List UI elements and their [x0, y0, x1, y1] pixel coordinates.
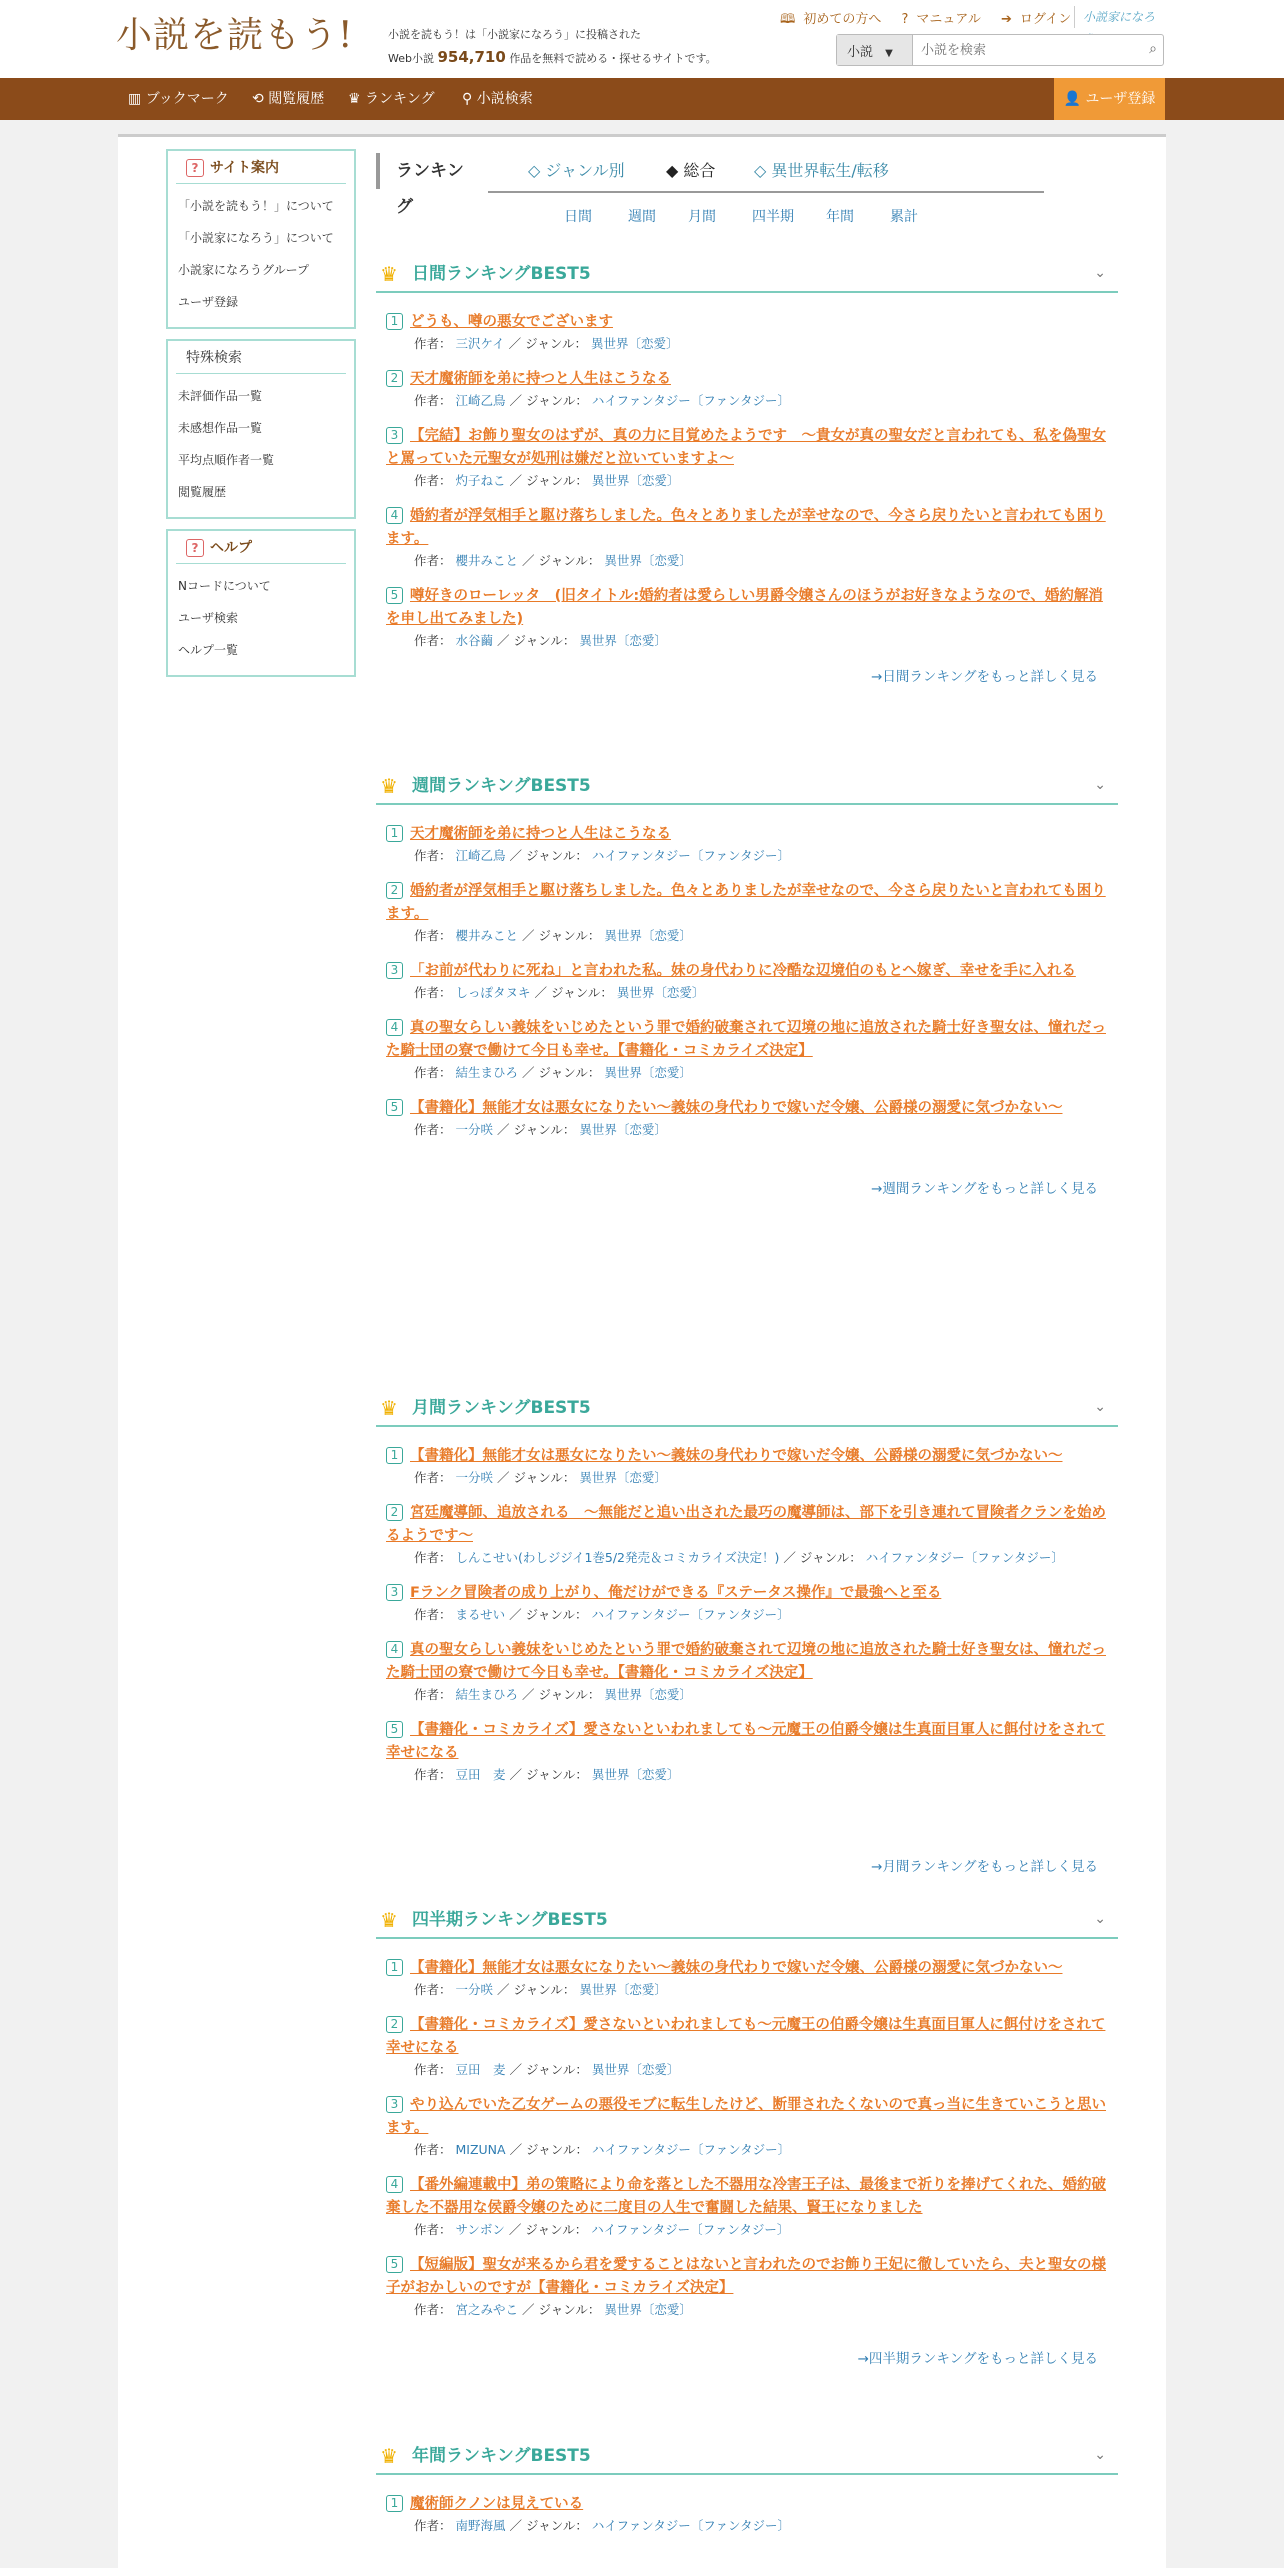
genre-label: ／ ジャンル：: [497, 633, 576, 648]
login-link[interactable]: ➔ ログイン: [1001, 12, 1072, 27]
sidebar-item-group[interactable]: 小説家になろうグループ: [178, 263, 310, 277]
question-icon: ?: [186, 539, 204, 557]
main-content: [118, 134, 1166, 2568]
novel-title-link[interactable]: [386, 2014, 1108, 2060]
yearly-ranking-section: [376, 2437, 1118, 2550]
novel-title-link[interactable]: [386, 585, 1108, 631]
ranking-entry: [386, 1097, 1108, 1140]
period-weekly[interactable]: 週間: [628, 209, 656, 225]
novel-count: 954,710: [437, 48, 506, 66]
author-link[interactable]: 南野海風: [455, 2518, 506, 2533]
novel-title[interactable]: Fランク冒険者の成り上がり、俺だけができる『ステータス操作』で最強へと至る: [410, 1585, 942, 1601]
sidebar-item-average-authors[interactable]: 平均点順作者一覧: [178, 453, 275, 467]
novel-meta: [386, 983, 1108, 1003]
novel-meta: [386, 334, 1108, 354]
genre-label: ／ ジャンル：: [509, 2062, 588, 2077]
ranking-list: [376, 805, 1118, 1140]
rank-number: 3: [386, 1584, 403, 1601]
period-daily[interactable]: 日間: [564, 209, 592, 225]
main-navbar: [0, 78, 1284, 120]
novel-meta: [386, 1548, 1108, 1568]
more-ranking-link[interactable]: →四半期ランキングをもっと詳しく見る: [857, 2351, 1098, 2367]
novel-title-link[interactable]: [386, 823, 1108, 846]
tab-isekai[interactable]: ◇ 異世界転生/転移: [754, 161, 889, 180]
author-link[interactable]: MIZUNA: [455, 2142, 506, 2157]
author-link[interactable]: 江崎乙鳥: [455, 393, 506, 408]
genre-link[interactable]: 異世界〔恋愛〕: [604, 928, 692, 943]
novel-title[interactable]: 【書籍化・コミカライズ】愛さないといわれましても～元魔王の伯爵令嬢は生真面目軍人に餌付けをされて幸せになる: [386, 2017, 1106, 2056]
author-label: 作者：: [414, 1065, 452, 1080]
ranking-list: [376, 1939, 1118, 2320]
ranking-list: [376, 1427, 1118, 1785]
ranking-entry: [386, 311, 1108, 354]
novel-title-link[interactable]: [386, 960, 1108, 983]
section-header[interactable]: [376, 1389, 1118, 1427]
sidebar-item-about-narou[interactable]: 「小説家になろう」について: [178, 231, 334, 245]
sidebar-item-unrated[interactable]: 未評価作品一覧: [178, 389, 263, 403]
novel-title-link[interactable]: [386, 1502, 1108, 1548]
crown-icon: ♛: [380, 2444, 398, 2468]
sidebar-help: [166, 529, 356, 677]
ranking-entry: [386, 1017, 1108, 1083]
rank-number: 4: [386, 1641, 403, 1658]
author-label: 作者：: [414, 553, 452, 568]
novel-title[interactable]: 【番外編連載中】弟の策略により命を落とした不器用な冷害王子は、最後まで祈りを捧げてくれた、婚約破棄した不器用な侯爵令嬢のために二度目の人生で奮闘した結果、賢王になりました: [386, 2177, 1106, 2216]
crown-icon: ♛: [380, 774, 398, 798]
novel-meta: [386, 2516, 1108, 2536]
genre-link[interactable]: ハイファンタジー〔ファンタジー〕: [591, 848, 791, 863]
author-link[interactable]: まるせい: [455, 1607, 506, 1622]
section-title: 週間ランキングBEST5: [412, 776, 591, 796]
ranking-entry: [386, 505, 1108, 571]
sidebar-item-history[interactable]: 閲覧履歴: [178, 485, 227, 499]
rank-number: 5: [386, 1099, 403, 1116]
genre-label: ／ ジャンル：: [508, 2222, 588, 2237]
tab-total[interactable]: ◆ 総合: [666, 161, 716, 180]
ranking-entry: [386, 2493, 1108, 2536]
novel-meta: [386, 2300, 1108, 2320]
novel-title[interactable]: 天才魔術師を弟に持つと人生はこうなる: [410, 371, 671, 387]
novel-meta: [386, 2220, 1108, 2240]
author-link[interactable]: 宮之みやこ: [455, 2302, 519, 2317]
novel-title[interactable]: 天才魔術師を弟に持つと人生はこうなる: [410, 826, 671, 842]
genre-link[interactable]: 異世界〔恋愛〕: [616, 985, 705, 1000]
novel-title[interactable]: 【完結】お飾り聖女のはずが、真の力に目覚めたようです ～貴女が真の聖女だと言われても、私を偽聖女と罵っていた元聖女が処刑は嫌だと泣いていますよ～: [386, 428, 1106, 467]
author-label: 作者：: [414, 848, 452, 863]
genre-link[interactable]: ハイファンタジー〔ファンタジー〕: [591, 1607, 790, 1622]
genre-label: ／ ジャンル：: [534, 985, 613, 1000]
genre-link[interactable]: 異世界〔恋愛〕: [604, 2302, 692, 2317]
genre-label: ／ ジャンル：: [522, 1687, 601, 1702]
period-quarterly[interactable]: 四半期: [752, 209, 794, 225]
crown-icon: ♛: [380, 1908, 398, 1932]
sidebar-guide-title: ? サイト案内: [176, 151, 346, 184]
author-link[interactable]: 水谷繭: [455, 633, 494, 648]
novel-title[interactable]: 【短編版】聖女が来るから君を愛することはないと言われたのでお飾り王妃に徹していたら、夫と聖女の様子がおかしいのですが【書籍化・コミカライズ決定】: [386, 2257, 1106, 2296]
more-ranking-link[interactable]: →月間ランキングをもっと詳しく見る: [871, 1859, 1098, 1875]
sidebar-item-help-list[interactable]: ヘルプ一覧: [178, 643, 239, 657]
rank-number: 2: [386, 882, 403, 899]
section-header[interactable]: [376, 255, 1118, 293]
novel-title[interactable]: やり込んでいた乙女ゲームの悪役モブに転生したけど、断罪されたくないので真っ当に生きていこうと思います。: [386, 2097, 1106, 2136]
rank-number: 4: [386, 2176, 403, 2193]
genre-label: ／ ジャンル：: [783, 1550, 862, 1565]
genre-link[interactable]: ハイファンタジー〔ファンタジー〕: [591, 2518, 791, 2533]
ranking-entry: [386, 368, 1108, 411]
author-link[interactable]: 結生まひろ: [455, 1687, 519, 1702]
login-icon: ➔: [1001, 12, 1012, 27]
ranking-entry: [386, 1719, 1108, 1785]
novel-title-link[interactable]: [386, 2493, 1108, 2516]
genre-label: ／ ジャンル：: [508, 336, 588, 351]
author-link[interactable]: サンボン: [455, 2222, 505, 2237]
sidebar-item-user-search[interactable]: ユーザ検索: [178, 611, 239, 625]
section-title: 年間ランキングBEST5: [412, 2446, 591, 2466]
novel-title-link[interactable]: [386, 368, 1108, 391]
novel-title-link[interactable]: [386, 505, 1108, 551]
search-type-select[interactable]: 小説 ▼: [837, 35, 913, 65]
ranking-entry: [386, 425, 1108, 491]
genre-label: ／ ジャンル：: [509, 848, 588, 863]
genre-label: ／ ジャンル：: [522, 1065, 601, 1080]
author-label: 作者：: [414, 2302, 452, 2317]
site-header: [0, 0, 1284, 78]
novel-title[interactable]: 【書籍化・コミカライズ】愛さないといわれましても～元魔王の伯爵令嬢は生真面目軍人に餌付けをされて幸せになる: [386, 1722, 1106, 1761]
novel-title[interactable]: どうも、噂の悪女でございます: [410, 314, 613, 330]
author-label: 作者：: [414, 928, 452, 943]
author-label: 作者：: [414, 1982, 452, 1997]
genre-label: ／ ジャンル：: [522, 928, 601, 943]
author-link[interactable]: 三沢ケイ: [455, 336, 505, 351]
genre-label: ／ ジャンル：: [509, 393, 588, 408]
author-link[interactable]: 櫻井みこと: [455, 553, 519, 568]
genre-label: ／ ジャンル：: [497, 1470, 576, 1485]
site-logo[interactable]: 小説を読もう!: [116, 15, 354, 56]
novel-title-link[interactable]: [386, 1445, 1108, 1468]
tab-ranking-heading: ランキング: [376, 153, 480, 189]
rank-number: 2: [386, 2016, 403, 2033]
rank-number: 5: [386, 1721, 403, 1738]
more-ranking-link[interactable]: →週間ランキングをもっと詳しく見る: [871, 1181, 1098, 1197]
genre-link[interactable]: 異世界〔恋愛〕: [604, 553, 692, 568]
period-yearly[interactable]: 年間: [826, 209, 854, 225]
genre-label: ／ ジャンル：: [509, 1767, 588, 1782]
author-label: 作者：: [414, 473, 452, 488]
author-label: 作者：: [414, 2518, 452, 2533]
ranking-entry: [386, 2014, 1108, 2080]
genre-link[interactable]: 異世界〔恋愛〕: [591, 473, 680, 488]
novel-title[interactable]: 魔術師クノンは見えている: [410, 2496, 584, 2512]
sidebar-guide: [166, 149, 356, 329]
author-link[interactable]: 豆田 麦: [455, 2062, 506, 2077]
period-links: [376, 205, 1096, 229]
question-icon: ?: [186, 159, 204, 177]
rank-number: 1: [386, 2495, 403, 2512]
ranking-entry: [386, 2094, 1108, 2160]
more-ranking-link[interactable]: →日間ランキングをもっと詳しく見る: [871, 669, 1098, 685]
weekly-ranking-section: [376, 767, 1118, 1197]
rank-number: 3: [386, 2096, 403, 2113]
rank-number: 1: [386, 1447, 403, 1464]
rank-number: 2: [386, 370, 403, 387]
novel-title[interactable]: 真の聖女らしい義妹をいじめたという罪で婚約破棄されて辺境の地に追放された騎士好き聖女は、憧れだった騎士団の寮で働けて今日も幸せ。【書籍化・コミカライズ決定】: [386, 1020, 1106, 1059]
ranking-entry: [386, 1445, 1108, 1488]
novel-title-link[interactable]: [386, 2254, 1108, 2300]
sidebar-help-title: ? ヘルプ: [176, 531, 346, 564]
ranking-entry: [386, 1639, 1108, 1705]
author-label: 作者：: [414, 2062, 452, 2077]
site-tagline: [388, 24, 717, 70]
manual-link[interactable]: ? マニュアル: [901, 12, 981, 27]
author-link[interactable]: 結生まひろ: [455, 1065, 519, 1080]
novel-meta: [386, 1605, 1108, 1625]
chevron-down-icon: ▼: [885, 48, 893, 59]
ranking-entry: [386, 1502, 1108, 1568]
chevron-down-icon[interactable]: ⌄: [1094, 2447, 1106, 2463]
novel-meta: [386, 926, 1108, 946]
chevron-down-icon[interactable]: ⌄: [1094, 265, 1106, 281]
genre-link[interactable]: 異世界〔恋愛〕: [579, 1122, 667, 1137]
section-header[interactable]: [376, 2437, 1118, 2475]
novel-title-link[interactable]: [386, 1639, 1108, 1685]
genre-link[interactable]: 異世界〔恋愛〕: [591, 1767, 680, 1782]
section-title: 月間ランキングBEST5: [412, 1398, 591, 1418]
tagline-line2: Web小説 954,710 作品を無料で読める・探せるサイトです。: [388, 48, 717, 66]
novel-title-link[interactable]: [386, 2174, 1108, 2220]
author-label: 作者：: [414, 1607, 452, 1622]
rank-number: 2: [386, 1504, 403, 1521]
novel-meta: [386, 2060, 1108, 2080]
ranking-entry: [386, 2254, 1108, 2320]
tab-genre[interactable]: ◇ ジャンル別: [528, 161, 625, 180]
genre-label: ／ ジャンル：: [522, 553, 601, 568]
author-label: 作者：: [414, 633, 452, 648]
genre-link[interactable]: ハイファンタジー〔ファンタジー〕: [865, 1550, 1064, 1565]
sidebar-item-register[interactable]: ユーザ登録: [178, 295, 239, 309]
section-title: 日間ランキングBEST5: [412, 264, 591, 284]
genre-label: ／ ジャンル：: [509, 2518, 588, 2533]
genre-link[interactable]: 異世界〔恋愛〕: [579, 633, 667, 648]
genre-label: ／ ジャンル：: [522, 2302, 601, 2317]
rank-number: 1: [386, 313, 403, 330]
period-monthly[interactable]: 月間: [688, 209, 716, 225]
rank-number: 1: [386, 1959, 403, 1976]
nav-bookmark[interactable]: ▥ ブックマーク: [128, 91, 229, 107]
crown-icon: ♛: [380, 1396, 398, 1420]
nav-ranking[interactable]: ♛ ランキング: [348, 91, 435, 107]
author-link[interactable]: しっぽタヌキ: [455, 985, 531, 1000]
genre-link[interactable]: 異世界〔恋愛〕: [591, 336, 679, 351]
novel-title[interactable]: 【書籍化】無能才女は悪女になりたい～義妹の身代わりで嫁いだ令嬢、公爵様の溺愛に気づかない～: [410, 1448, 1063, 1464]
novel-meta: [386, 846, 1108, 866]
genre-label: ／ ジャンル：: [497, 1122, 576, 1137]
author-link[interactable]: 一分咲: [455, 1982, 494, 1997]
author-link[interactable]: 櫻井みこと: [455, 928, 519, 943]
genre-link[interactable]: 異世界〔恋愛〕: [579, 1982, 667, 1997]
sidebar-item-ncode[interactable]: Nコードについて: [178, 579, 271, 593]
novel-title-link[interactable]: [386, 1957, 1108, 1980]
ranking-entry: [386, 880, 1108, 946]
novel-meta: [386, 1685, 1108, 1705]
author-link[interactable]: 豆田 麦: [455, 1767, 506, 1782]
genre-link[interactable]: 異世界〔恋愛〕: [579, 1470, 667, 1485]
author-label: 作者：: [414, 393, 452, 408]
sidebar-special: [166, 339, 356, 519]
rank-number: 1: [386, 825, 403, 842]
novel-title[interactable]: 噂好きのローレッタ (旧タイトル:婚約者は愛らしい男爵令嬢さんのほうがお好きなようなので、婚約解消を申し出てみました): [386, 588, 1103, 627]
nav-history[interactable]: ⟲ 閲覧履歴: [252, 91, 325, 107]
novel-title-link[interactable]: [386, 1097, 1108, 1120]
crown-icon: ♛: [348, 91, 361, 107]
novel-title[interactable]: 【書籍化】無能才女は悪女になりたい～義妹の身代わりで嫁いだ令嬢、公爵様の溺愛に気づかない～: [410, 1960, 1063, 1976]
quarterly-ranking-section: [376, 1901, 1118, 2367]
period-total[interactable]: 累計: [890, 209, 918, 225]
novel-meta: [386, 1765, 1108, 1785]
bookmark-icon: ▥: [128, 91, 142, 107]
search-icon[interactable]: ⌕: [1149, 41, 1157, 57]
novel-meta: [386, 2140, 1108, 2160]
author-label: 作者：: [414, 336, 452, 351]
author-label: 作者：: [414, 1470, 452, 1485]
ranking-list: [376, 293, 1118, 651]
question-icon: ?: [901, 12, 909, 27]
novel-meta: [386, 551, 1108, 571]
tagline-line1: 小説を読もう！は「小説家になろう」に投稿された: [388, 28, 641, 41]
genre-link[interactable]: 異世界〔恋愛〕: [604, 1687, 692, 1702]
author-label: 作者：: [414, 1122, 452, 1137]
sidebar-item-unreviewed[interactable]: 未感想作品一覧: [178, 421, 263, 435]
chevron-down-icon[interactable]: ⌄: [1094, 1911, 1106, 1927]
chevron-down-icon[interactable]: ⌄: [1094, 777, 1106, 793]
novel-meta: [386, 1468, 1108, 1488]
register-button[interactable]: 👤 ユーザ登録: [1054, 78, 1165, 120]
monthly-ranking-section: [376, 1389, 1118, 1875]
rank-number: 3: [386, 427, 403, 444]
novel-title-link[interactable]: [386, 1582, 1108, 1605]
novel-title[interactable]: 婚約者が浮気相手と駆け落ちしました。色々とありましたが幸せなので、今さら戻りたいと言われても困ります。: [386, 508, 1106, 547]
genre-label: ／ ジャンル：: [509, 473, 588, 488]
ranking-entry: [386, 1582, 1108, 1625]
author-label: 作者：: [414, 985, 452, 1000]
genre-link[interactable]: 異世界〔恋愛〕: [591, 2062, 680, 2077]
rank-number: 4: [386, 1019, 403, 1036]
author-label: 作者：: [414, 2142, 452, 2157]
ranking-entry: [386, 960, 1108, 1003]
novel-title[interactable]: 真の聖女らしい義妹をいじめたという罪で婚約破棄されて辺境の地に追放された騎士好き聖女は、憧れだった騎士団の寮で働けて今日も幸せ。【書籍化・コミカライズ決定】: [386, 1642, 1106, 1681]
genre-link[interactable]: ハイファンタジー〔ファンタジー〕: [591, 2222, 790, 2237]
genre-link[interactable]: ハイファンタジー〔ファンタジー〕: [591, 393, 791, 408]
ranking-entry: [386, 823, 1108, 866]
novel-meta: [386, 1980, 1108, 2000]
novel-title-link[interactable]: [386, 311, 1108, 334]
history-icon: ⟲: [252, 91, 264, 107]
chevron-down-icon[interactable]: ⌄: [1094, 1399, 1106, 1415]
search-box: [836, 34, 1164, 66]
section-header[interactable]: [376, 767, 1118, 805]
ranking-entry: [386, 1957, 1108, 2000]
top-links: [780, 8, 1087, 32]
novel-title-link[interactable]: [386, 1017, 1108, 1063]
novel-title-link[interactable]: [386, 425, 1108, 471]
novel-meta: [386, 631, 1108, 651]
search-icon: ⚲: [462, 91, 473, 107]
genre-label: ／ ジャンル：: [509, 1607, 588, 1622]
rank-number: 5: [386, 587, 403, 604]
beginner-link[interactable]: 🕮 初めての方へ: [780, 12, 882, 27]
rank-number: 3: [386, 962, 403, 979]
section-header[interactable]: [376, 1901, 1118, 1939]
author-label: 作者：: [414, 2222, 452, 2237]
novel-title-link[interactable]: [386, 1719, 1108, 1765]
novel-title[interactable]: 【書籍化】無能才女は悪女になりたい～義妹の身代わりで嫁いだ令嬢、公爵様の溺愛に気づかない～: [410, 1100, 1063, 1116]
genre-label: ／ ジャンル：: [497, 1982, 576, 1997]
genre-link[interactable]: ハイファンタジー〔ファンタジー〕: [591, 2142, 791, 2157]
novel-title-link[interactable]: [386, 2094, 1108, 2140]
author-link[interactable]: 江崎乙鳥: [455, 848, 506, 863]
sidebar-item-about-yomou[interactable]: 「小説を読もう！」について: [178, 199, 334, 213]
novel-meta: [386, 471, 1108, 491]
section-title: 四半期ランキングBEST5: [412, 1910, 608, 1930]
crown-icon: ♛: [380, 262, 398, 286]
nav-search[interactable]: ⚲ 小説検索: [462, 91, 533, 107]
novel-title[interactable]: 「お前が代わりに死ね」と言われた私。妹の身代わりに冷酷な辺境伯のもとへ嫁ぎ、幸せを手に入れる: [410, 963, 1076, 979]
search-input[interactable]: [921, 35, 1131, 65]
ranking-entry: [386, 2174, 1108, 2240]
syosetu-logo-link[interactable]: 小説家になろ: [1074, 6, 1164, 28]
novel-meta: [386, 391, 1108, 411]
author-link[interactable]: 灼子ねこ: [455, 473, 506, 488]
author-label: 作者：: [414, 1687, 452, 1702]
ranking-entry: [386, 585, 1108, 651]
novel-title[interactable]: 宮廷魔導師、追放される ～無能だと追い出された最巧の魔導師は、部下を引き連れて冒険者クランを始めるようです～: [386, 1505, 1106, 1544]
tab-divider: [488, 191, 1044, 193]
sidebar-special-title: 特殊検索: [176, 341, 346, 374]
novel-title-link[interactable]: [386, 880, 1108, 926]
daily-ranking-section: [376, 255, 1118, 685]
novel-meta: [386, 1063, 1108, 1083]
author-link[interactable]: しんこせい(わしジジイ1巻5/2発売＆コミカライズ決定！): [455, 1550, 780, 1565]
ranking-list: [376, 2475, 1118, 2536]
novel-title[interactable]: 婚約者が浮気相手と駆け落ちしました。色々とありましたが幸せなので、今さら戻りたいと言われても困ります。: [386, 883, 1106, 922]
novel-meta: [386, 1120, 1108, 1140]
user-icon: 👤: [1063, 91, 1081, 107]
genre-label: ／ ジャンル：: [509, 2142, 588, 2157]
author-label: 作者：: [414, 1550, 452, 1565]
rank-number: 5: [386, 2256, 403, 2273]
rank-number: 4: [386, 507, 403, 524]
book-icon: 🕮: [780, 12, 796, 27]
author-link[interactable]: 一分咲: [455, 1470, 494, 1485]
author-link[interactable]: 一分咲: [455, 1122, 494, 1137]
author-label: 作者：: [414, 1767, 452, 1782]
genre-link[interactable]: 異世界〔恋愛〕: [604, 1065, 692, 1080]
